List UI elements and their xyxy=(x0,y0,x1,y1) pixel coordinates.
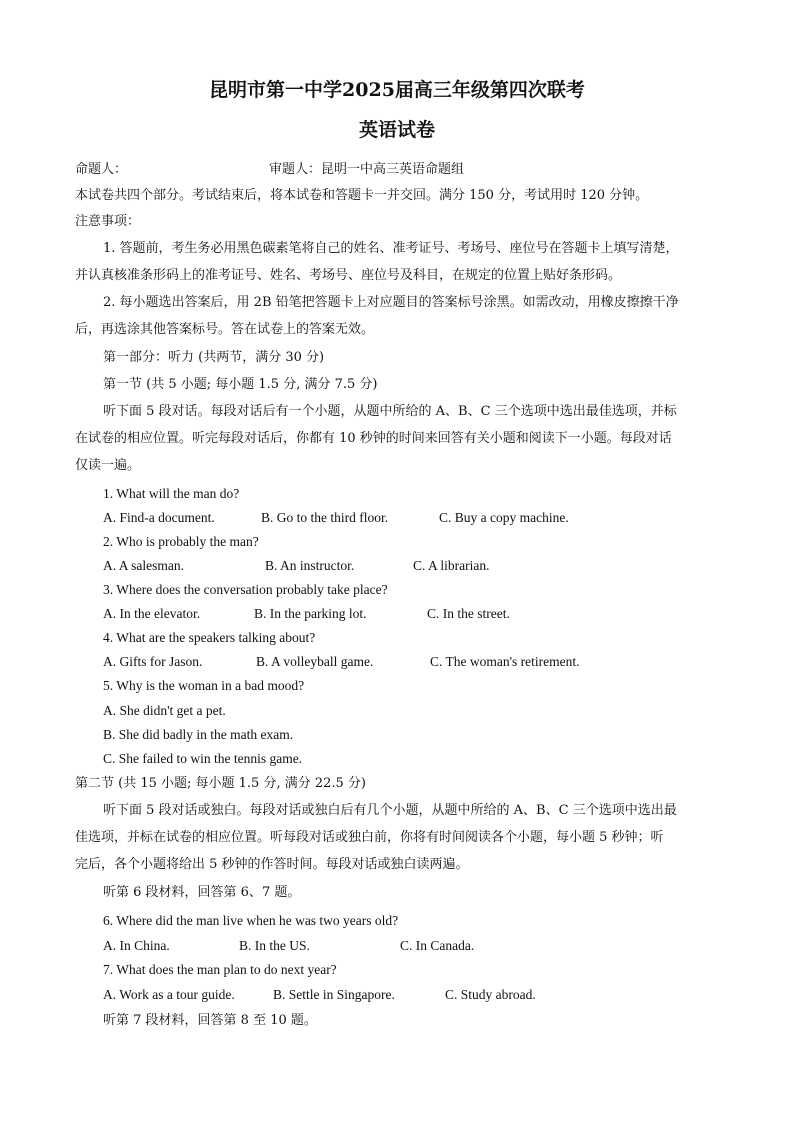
question-1-stem: 1. What will the man do? xyxy=(103,486,240,501)
section2-instr-line-3: 完后，各个小题将给出 5 秒钟的作答时间。每段对话或独白读两遍。 xyxy=(75,857,469,872)
q2-option-a: A. A salesman. xyxy=(103,558,184,573)
question-2-stem: 2. Who is probably the man? xyxy=(103,534,259,549)
q6-option-b: B. In the US. xyxy=(239,938,310,953)
section1-heading: 第一节 (共 5 小题; 每小题 1.5 分, 满分 7.5 分) xyxy=(103,377,378,392)
intro-text: 本试卷共四个部分。考试结束后，将本试卷和答题卡一并交回。满分 150 分，考试用时 120 分钟。 xyxy=(75,188,649,203)
section1-instr-line-3: 仅读一遍。 xyxy=(75,458,141,473)
section2-instr-line-2: 佳选项，并标在试卷的相应位置。听每段对话或独白前，你将有时间阅读各个小题，每小题 5 秒钟；听 xyxy=(75,830,664,845)
q7-option-c: C. Study abroad. xyxy=(445,987,536,1002)
notice-title: 注意事项： xyxy=(75,214,141,229)
question-3-stem: 3. Where does the conversation probably take place? xyxy=(103,582,388,597)
q4-option-a: A. Gifts for Jason. xyxy=(103,654,203,669)
exam-title: 昆明市第一中学2025届高三年级第四次联考 xyxy=(209,79,585,101)
q1-option-a: A. Find-a document. xyxy=(103,510,215,525)
section2-heading: 第二节 (共 15 小题; 每小题 1.5 分, 满分 22.5 分) xyxy=(75,776,367,791)
q3-option-b: B. In the parking lot. xyxy=(254,606,367,621)
section2-instr-line-1: 听下面 5 段对话或独白。每段对话或独白后有几个小题，从题中所给的 A、B、C 三个选项中选出最 xyxy=(103,803,677,818)
q3-option-c: C. In the street. xyxy=(427,606,510,621)
q6-option-a: A. In China. xyxy=(103,938,170,953)
notice-2-line-2: 后，再选涂其他答案标号。答在试卷上的答案无效。 xyxy=(75,322,375,337)
exam-subtitle: 英语试卷 xyxy=(358,119,435,141)
q4-option-c: C. The woman's retirement. xyxy=(430,654,580,669)
setter-label: 命题人： xyxy=(75,162,128,177)
question-6-stem: 6. Where did the man live when he was two years old? xyxy=(103,913,399,928)
q5-option-a: A. She didn't get a pet. xyxy=(103,703,226,718)
q1-option-c: C. Buy a copy machine. xyxy=(439,510,569,525)
q3-option-a: A. In the elevator. xyxy=(103,606,201,621)
setter-row xyxy=(75,162,730,178)
q6-option-c: C. In Canada. xyxy=(400,938,475,953)
q5-option-b: B. She did badly in the math exam. xyxy=(103,727,294,742)
question-7-stem: 7. What does the man plan to do next year? xyxy=(103,962,337,977)
notice-1-line-1: 1. 答题前，考生务必用黑色碳素笔将自己的姓名、准考证号、考场号、座位号在答题卡上填写清楚， xyxy=(103,241,679,256)
notice-1-line-2: 并认真核准条形码上的准考证号、姓名、考场号、座位号及科目，在规定的位置上贴好条形码。 xyxy=(75,268,622,283)
q1-option-b: B. Go to the third floor. xyxy=(261,510,389,525)
question-5-stem: 5. Why is the woman in a bad mood? xyxy=(103,678,305,693)
q7-option-b: B. Settle in Singapore. xyxy=(273,987,395,1002)
question-4-stem: 4. What are the speakers talking about? xyxy=(103,630,316,645)
material-7-intro: 听第 7 段材料，回答第 8 至 10 题。 xyxy=(103,1013,317,1028)
q2-option-b: B. An instructor. xyxy=(265,558,355,573)
q5-option-c: C. She failed to win the tennis game. xyxy=(103,751,303,766)
reviewer-label: 审题人：昆明一中高三英语命题组 xyxy=(269,162,465,177)
q4-option-b: B. A volleyball game. xyxy=(256,654,374,669)
section1-instr-line-1: 听下面 5 段对话。每段对话后有一个小题，从题中所给的 A、B、C 三个选项中选出最佳选项，并标 xyxy=(103,404,677,419)
notice-2-line-1: 2. 每小题选出答案后，用 2B 铅笔把答题卡上对应题目的答案标号涂黑。如需改动，用橡皮擦擦干净 xyxy=(103,295,679,310)
part1-heading: 第一部分：听力 (共两节，满分 30 分) xyxy=(103,350,325,365)
q2-option-c: C. A librarian. xyxy=(413,558,490,573)
q7-option-a: A. Work as a tour guide. xyxy=(103,987,235,1002)
material-6-intro: 听第 6 段材料，回答第 6、7 题。 xyxy=(103,885,301,900)
section1-instr-line-2: 在试卷的相应位置。听完每段对话后，你都有 10 秒钟的时间来回答有关小题和阅读下一小题。每段对话 xyxy=(75,431,672,446)
